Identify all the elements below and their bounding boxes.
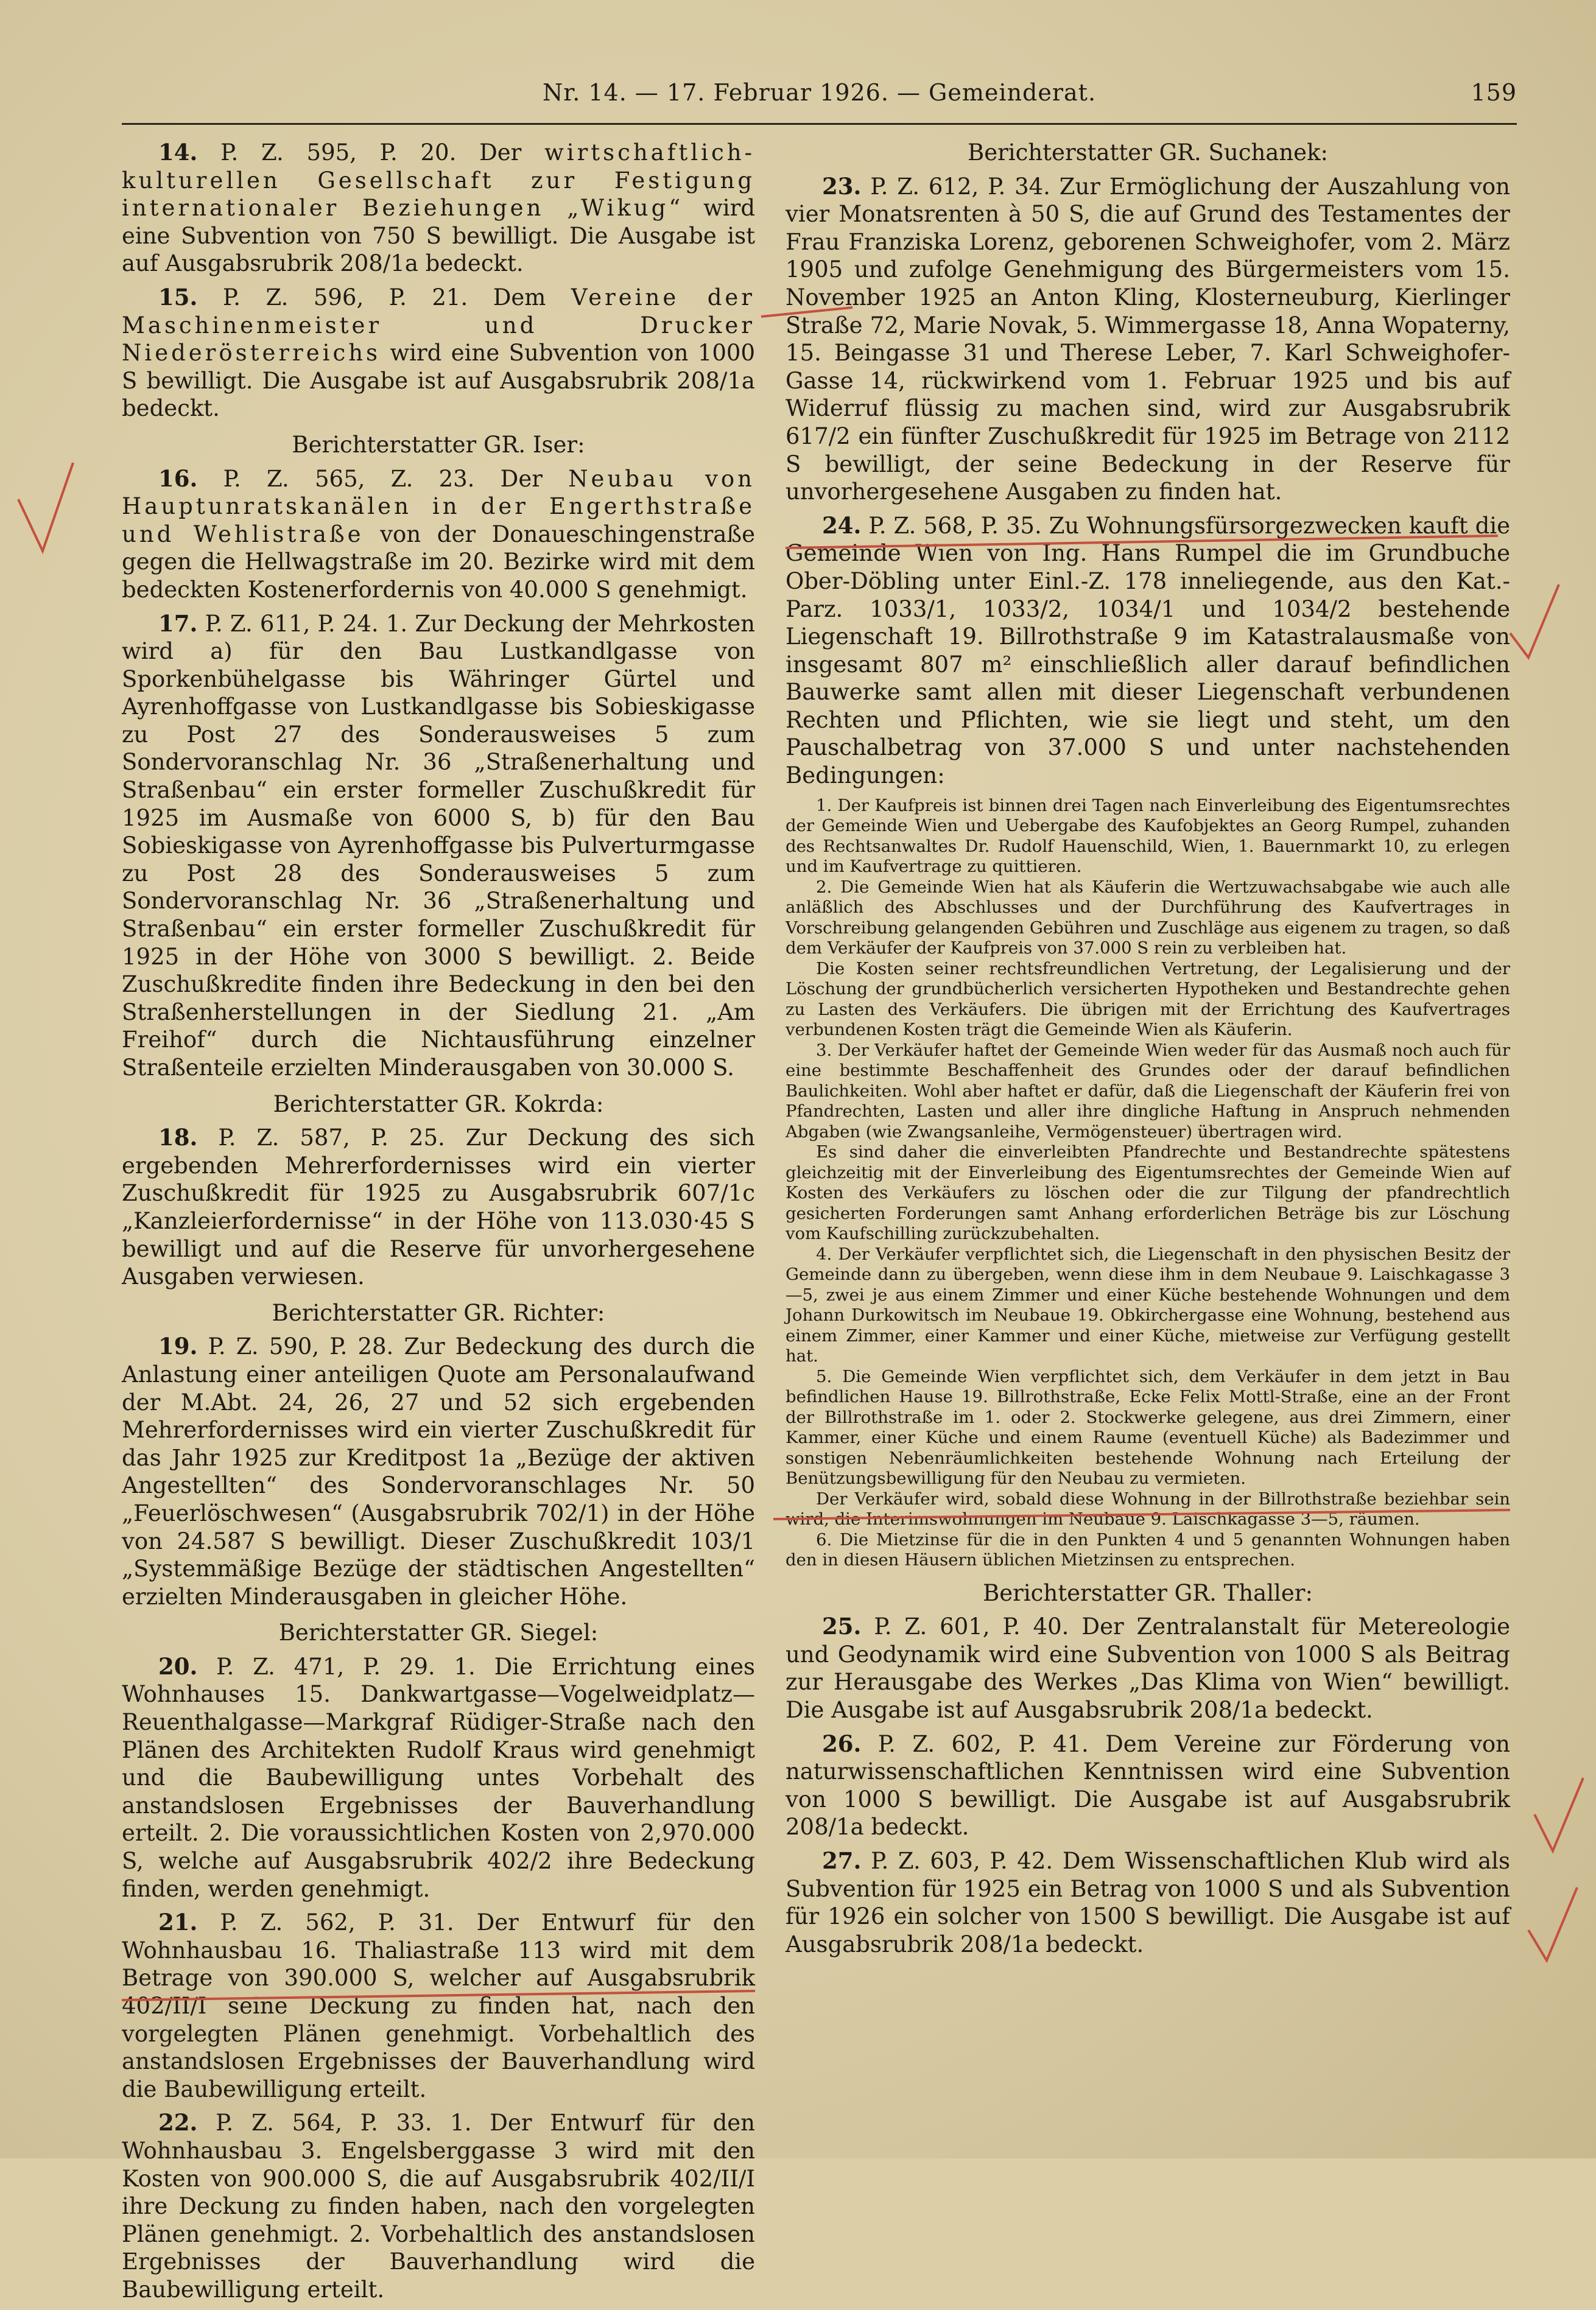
condition-paragraph: 3. Der Verkäufer haftet der Gemeinde Wien weder für das Ausmaß noch auch für eine bestimmte Beschaffenheit des Grundes oder der darauf befindlichen Baulichkeiten. Wohl aber haftet er dafür, daß die Liegenschaft der Käuferin frei von Pfandrechten, Lasten und aller ihre dingliche Haftung in Anspruch nehmenden Abgaben (wie Zwangsanleihe, Vermögensteuer) übertragen wird. <box>786 1040 1510 1142</box>
item-23 <box>786 173 1510 506</box>
item-text: von der Donaueschingenstraße gegen die Hellwagstraße im 20. Bezirke wird mit dem bedeckten Kostenerfordernis von 40.000 S genehmigt. <box>122 521 755 603</box>
item-text: 1. Der Entwurf für den Wohnhausbau 3. Engelsberggasse 3 wird mit den Kosten von 900.000 S, die auf Ausgabsrubrik 402/II/I ihre Deckung zu finden haben, nach den vorgelegten Plänen genehmigt. 2. Vorbehaltlich des anstandslosen Ergebnisses der Bauverhandlung wird die Baubewilligung erteilt. <box>122 2110 755 2303</box>
item-text: Dem <box>493 284 546 311</box>
item-ref: P. Z. 602, P. 41. <box>877 1730 1089 1757</box>
item-26 <box>786 1730 1510 1841</box>
item-number: 25. <box>822 1613 862 1640</box>
item-ref: P. Z. 587, P. 25. <box>218 1125 445 1151</box>
reporter-heading: Berichterstatter GR. Siegel: <box>278 1620 599 1646</box>
reporter-heading: Berichterstatter GR. Iser: <box>292 431 585 458</box>
conditions-list <box>786 796 1510 1571</box>
header-rule <box>122 123 1517 125</box>
condition-paragraph: 4. Der Verkäufer verpflichtet sich, die Liegenschaft in den physischen Besitz der Gemeinde dann zu übergeben, wenn diese ihm in dem Neubaue 9. Laischkagasse 3—5, zwei je aus einem Zimmer und einer Küche bestehende Wohnungen und dem Johann Durkowitsch im Neubaue 19. Obkirchergasse eine Wohnung, bestehend aus einem Zimmer, einer Kammer und einer Küche, mietweise zur Verfügung gestellt hat. <box>786 1244 1510 1366</box>
condition-paragraph: Der Verkäufer wird, sobald diese Wohnung in der Billrothstraße beziehbar sein wird, die Interimswohnungen im Neubaue 9. Laischkagasse 3—5, räumen. <box>786 1489 1510 1529</box>
condition-paragraph: Die Kosten seiner rechtsfreundlichen Vertretung, der Legalisierung und der Löschung der grundbücherlich versicherten Hypotheken und Bestandrechte gehen zu Lasten des Verkäufers. Die übrigen mit der Errichtung des Kaufvertrages verbundenen Kosten trägt die Gemeinde Wien als Käuferin. <box>786 958 1510 1040</box>
item-number: 23. <box>822 172 862 200</box>
left-column <box>122 139 755 2310</box>
item-ref: P. Z. 590, P. 28. <box>208 1333 394 1360</box>
item-text: Der Zentralanstalt für Metereologie und Geodynamik wird eine Subvention von 1000 S als Beitrag zur Herausgabe des Werkes „Das Klima von Wien“ bewilligt. Die Ausgabe ist auf Ausgabsrubrik 208/1a bedeckt. <box>786 1613 1511 1724</box>
condition-paragraph: 6. Die Mietzinse für die in den Punkten 4 und 5 genannten Wohnungen haben den in diesen Häusern üblichen Mietzinsen zu entsprechen. <box>786 1529 1510 1570</box>
item-number: 15. <box>158 283 198 311</box>
item-ref: P. Z. 603, P. 42. <box>871 1848 1053 1874</box>
item-ref: P. Z. 568, P. 35. <box>868 512 1042 539</box>
checkmark-icon <box>1528 1887 1577 1961</box>
page-header <box>122 73 1517 122</box>
condition-paragraph: 2. Die Gemeinde Wien hat als Käuferin die Wertzuwachsabgabe wie auch alle anläßlich des Abschlusses und der Durchführung des Kaufvertrages in Vorschreibung gelangenden Gebühren und Zuschläge aus eigenem zu tragen, so daß dem Verkäufer der Kaufpreis von 37.000 S rein zu verbleiben hat. <box>786 877 1510 958</box>
item-text: Der <box>479 139 522 166</box>
item-20 <box>122 1653 755 1903</box>
item-number: 26. <box>822 1730 862 1757</box>
item-text: Zur Ermöglichung der Auszahlung von vier Monatsrenten à 50 S, die auf Grund des Testamentes der Frau Franziska Lorenz, geborenen Schweighofer, vom 2. März 1905 und zufolge Genehmigung des Bürgermeisters vom 15. November 1925 an Anton Kling, Klosterneuburg, Kierlinger Straße 72, Marie Novak, 5. Wimmergasse 18, Anna Wopaterny, 15. Beingasse 31 und Therese Leber, 7. Karl Schweighofer-Gasse 14, rückwirkend vom 1. Februar 1925 und bis auf Widerruf flüssig zu machen sind, wird zur Ausgabsrubrik 617/2 ein fünfter Zuschußkredit für 1925 im Betrage von 2112 S bewilligt, der seine Bedeckung in der Reserve für unvorhergesehene Ausgaben zu finden hat. <box>786 173 1511 505</box>
item-19 <box>122 1333 755 1610</box>
item-number: 22. <box>158 2109 198 2136</box>
item-ref: P. Z. 611, P. 24. <box>205 610 379 637</box>
spaced-text: wirtschaftlich-kulturellen Gesellschaft zur Festigung internationaler Beziehungen „Wikug“ <box>122 139 756 222</box>
item-22 <box>122 2109 755 2303</box>
item-ref: P. Z. 595, P. 20. <box>220 139 457 166</box>
item-number: 17. <box>158 609 198 637</box>
checkmark-icon <box>1510 585 1559 658</box>
reporter-heading: Berichterstatter GR. Suchanek: <box>968 139 1328 166</box>
item-14 <box>122 139 755 278</box>
condition-paragraph: Es sind daher die einverleibten Pfandrechte und Bestandrechte spätestens gleichzeitig mit der Einverleibung des Eigentumsrechtes der Gemeinde Wien auf Kosten des Verkäufers zu löschen oder die zur Tilgung der pfandrechtlich gesicherten Forderungen samt Anhang erforderlichen Beträge bis zur Löschung vom Kaufschilling zurückzubehalten. <box>786 1142 1510 1244</box>
item-ref: P. Z. 471, P. 29. <box>216 1653 435 1680</box>
condition-paragraph: 1. Der Kaufpreis ist binnen drei Tagen nach Einverleibung des Eigentumsrechtes der Gemeinde Wien und Uebergabe des Kaufobjektes an Georg Rumpel, zuhanden des Rechtsanwaltes Dr. Rudolf Hauenschild, Wien, 1. Bauernmarkt 10, zu erlegen und im Kaufvertrage zu quittieren. <box>786 795 1510 877</box>
right-column <box>786 139 1510 1964</box>
item-text: Der <box>500 465 543 492</box>
item-text: 1. Die Errichtung eines Wohnhauses 15. Dankwartgasse—Vogelweidplatz—Reuenthalgasse—Markgraf Rüdiger-Straße nach den Plänen des Architekten Rudolf Kraus wird genehmigt und die Baubewilligung untes Vorbehalt des anstandslosen Ergebnisses der Bauverhandlung erteilt. 2. Die voraussichtlichen Kosten von 2,970.000 S, welche auf Ausgabsrubrik 402/2 ihre Bedeckung finden, werden genehmigt. <box>122 1653 755 1902</box>
item-number: 21. <box>158 1909 198 1936</box>
checkmark-icon <box>18 463 73 551</box>
reporter-heading: Berichterstatter GR. Richter: <box>272 1299 605 1326</box>
page-number: 159 <box>1471 79 1517 106</box>
item-27 <box>786 1847 1510 1958</box>
item-ref: P. Z. 612, P. 34. <box>870 173 1050 200</box>
spaced-text: Vereine der Maschinenmeister und Drucker Niederösterreichs <box>122 284 755 367</box>
item-number: 18. <box>158 1124 198 1151</box>
item-24 <box>786 512 1510 790</box>
checkmark-icon <box>1534 1778 1583 1851</box>
item-number: 27. <box>822 1847 862 1874</box>
item-15 <box>122 284 755 423</box>
item-16 <box>122 465 755 604</box>
item-ref: P. Z. 565, Z. 23. <box>223 465 475 492</box>
item-text: Zur Bedeckung des durch die Anlastung einer anteiligen Quote am Personalaufwand der M.Abt. 24, 26, 27 und 52 sich ergebenden Mehrerfordernisses wird ein vierter Zuschußkredit für das Jahr 1925 zur Kreditpost 1a „Bezüge der aktiven Angestellten“ des Sondervoranschlages Nr. 50 „Feuerlöschwesen“ (Ausgabsrubrik 702/1) in der Höhe von 24.587 S bewilligt. Dieser Zuschußkredit 103/1 „Systemmäßige Bezüge der städtischen Angestellten“ erzielten Minderausgaben in gleicher Höhe. <box>122 1333 756 1610</box>
reporter-heading: Berichterstatter GR. Kokrda: <box>273 1090 604 1117</box>
item-18 <box>122 1124 755 1291</box>
item-number: 19. <box>158 1333 198 1360</box>
item-number: 24. <box>822 511 862 539</box>
reporter-heading: Berichterstatter GR. Thaller: <box>983 1579 1313 1606</box>
item-text: Zur Deckung des sich ergebenden Mehrerfordernisses wird ein vierter Zuschußkredit für 1925 zu Ausgabsrubrik 607/1c „Kanzleierfordernisse“ in der Höhe von 113.030·45 S bewilligt und auf die Reserve für unvorhergesehene Ausgaben verwiesen. <box>122 1125 756 1290</box>
item-ref: P. Z. 564, P. 33. <box>216 2110 432 2136</box>
item-text: Der Entwurf für den Wohnhausbau 16. Thaliastraße 113 wird mit dem Betrage von 390.000 S, welcher auf Ausgabsrubrik 402/II/I seine Deckung zu finden hat, nach den vorgelegten Plänen genehmigt. Vorbehaltlich des anstandslosen Ergebnisses der Bauverhandlung wird die Baubewilligung erteilt. <box>122 1909 755 2102</box>
header-title: Nr. 14. — 17. Februar 1926. — Gemeinderat. <box>542 79 1097 106</box>
item-number: 20. <box>158 1652 198 1680</box>
item-text: 1. Zur Deckung der Mehrkosten wird a) für den Bau Lustkandlgasse von Sporkenbühelgasse bis Währinger Gürtel und Ayrenhoffgasse von Lustkandlgasse bis Sobieskigasse zu Post 27 des Sonderausweises 5 zum Sondervoranschlag Nr. 36 „Straßenerhaltung und Straßenbau“ ein erster formeller Zuschußkredit für 1925 im Ausmaße von 6000 S, b) für den Bau Sobieskigasse von Ayrenhoffgasse bis Pulverturmgasse zu Post 28 des Sonderausweises 5 zum Sondervoranschlag Nr. 36 „Straßenerhaltung und Straßenbau“ ein erster formeller Zuschußkredit für 1925 in der Höhe von 3000 S bewilligt. 2. Beide Zuschußkredite finden ihre Bedeckung in den bei den Straßenherstellungen in der Siedlung 21. „Am Freihof“ durch die Nichtausführung einzelner Straßenteile erzielten Minderausgaben von 30.000 S. <box>122 610 755 1081</box>
item-17 <box>122 610 755 1082</box>
spaced-text: Neubau von Hauptunratskanälen in der Engerthstraße und Wehlistraße <box>122 465 756 547</box>
item-ref: P. Z. 601, P. 40. <box>874 1613 1069 1640</box>
condition-paragraph: 5. Die Gemeinde Wien verpflichtet sich, dem Verkäufer in dem jetzt in Bau befindlichen Hause 19. Billrothstraße, Ecke Felix Mottl-Straße, eine an der Front der Billrothstraße im 1. oder 2. Stockwerke gelegene, aus drei Zimmern, einer Kammer, einer Küche und einem Raume (eventuell Küche) als Badezimmer und sonstigen Nebenräumlichkeiten bestehende Wohnung nach Erteilung der Benützungsbewilligung für den Neubau zu vermieten. <box>786 1366 1510 1489</box>
item-text: wird eine Subvention von 1000 S bewilligt. Die Ausgabe ist auf Ausgabsrubrik 208/1a bedeckt. <box>122 340 755 422</box>
item-text: wird eine Subvention von 750 S bewilligt. Die Ausgabe ist auf Ausgabsrubrik 208/1a bedeckt. <box>122 195 756 277</box>
item-text: Dem Vereine zur Förderung von naturwissenschaftlichen Kenntnissen wird eine Subvention von 1000 S bewilligt. Die Ausgabe ist auf Ausgabsrubrik 208/1a bedeckt. <box>786 1730 1510 1841</box>
item-text: Dem Wissenschaftlichen Klub wird als Subvention für 1925 ein Betrag von 1000 S und als Subvention für 1926 ein solcher von 1500 S bewilligt. Die Ausgabe ist auf Ausgabsrubrik 208/1a bedeckt. <box>786 1848 1510 1957</box>
item-21 <box>122 1909 755 2103</box>
item-number: 14. <box>158 139 198 166</box>
item-25 <box>786 1613 1510 1724</box>
item-number: 16. <box>158 465 198 492</box>
item-ref: P. Z. 596, P. 21. <box>222 284 468 311</box>
item-text: Zu Wohnungsfürsorgezwecken kauft die Gemeinde Wien von Ing. Hans Rumpel die im Grundbuche Ober-Döbling unter Einl.-Z. 178 inneliegende, aus den Kat.-Parz. 1033/1, 1033/2, 1034/1 und 1034/2 bestehende Liegenschaft 19. Billrothstraße 9 im Katastralausmaße von insgesamt 807 m² einschließlich aller darauf befindlichen Bauwerke samt allen mit dieser Liegenschaft verbundenen Rechten und Pflichten, wie sie liegt und steht, um den Pauschalbetrag von 37.000 S und unter nachstehenden Bedingungen: <box>786 512 1510 789</box>
item-ref: P. Z. 562, P. 31. <box>220 1909 454 1936</box>
